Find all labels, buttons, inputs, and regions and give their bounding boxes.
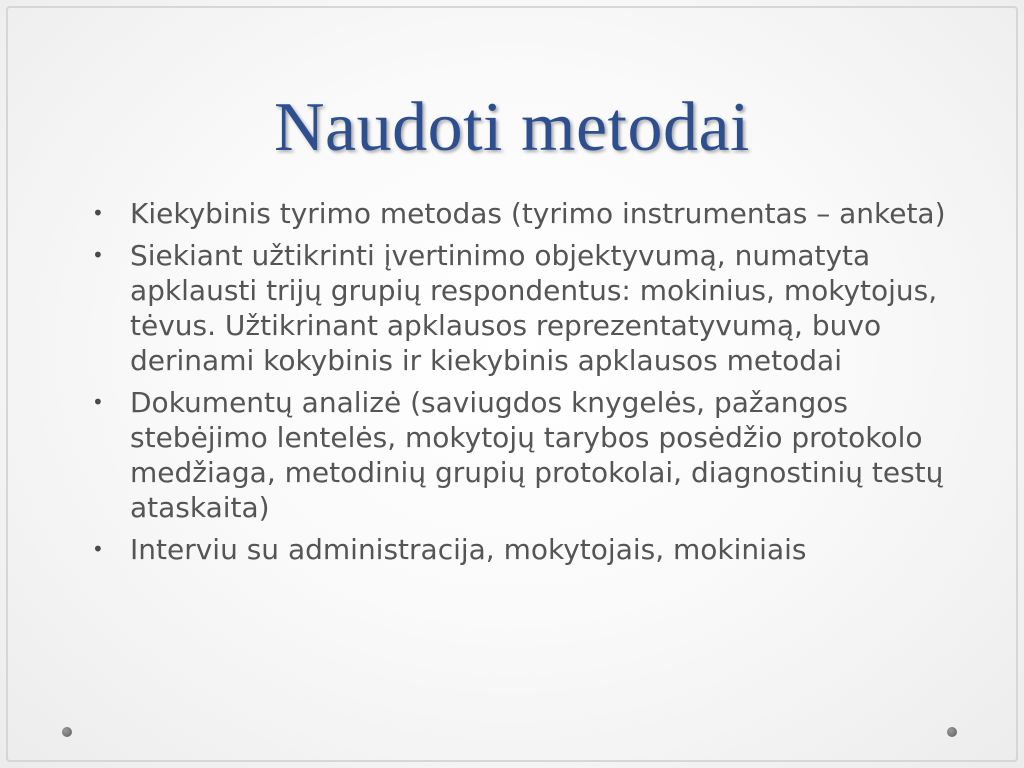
bullet-icon: • — [92, 243, 104, 267]
bullet-item — [92, 385, 952, 525]
bullet-item — [92, 532, 952, 567]
slide-title: Naudoti metodai — [273, 89, 750, 166]
bullet-item — [92, 196, 952, 231]
bullet-item — [92, 238, 952, 378]
bullet-list — [92, 196, 952, 574]
bullet-icon: • — [92, 201, 104, 225]
decorative-dot-left — [62, 727, 72, 737]
bullet-text: Kiekybinis tyrimo metodas (tyrimo instrumentas – anketa) — [130, 197, 946, 230]
bullet-icon: • — [92, 390, 104, 414]
bullet-text: Interviu su administracija, mokytojais, mokiniais — [130, 533, 807, 566]
bullet-text: Siekiant užtikrinti įvertinimo objektyvumą, numatyta apklausti trijų grupių respondentus: mokinius, mokytojus, tėvus. Užtikrinant apklausos reprezentatyvumą, buvo derinami kokybinis ir kiekybinis apklausos metodai — [130, 239, 938, 377]
decorative-dot-right — [947, 727, 957, 737]
bullet-text: Dokumentų analizė (saviugdos knygelės, pažangos stebėjimo lentelės, mokytojų tarybos posėdžio protokolo medžiaga, metodinių grupių protokolai, diagnostinių testų ataskaita) — [130, 386, 944, 524]
bullet-icon: • — [92, 537, 104, 561]
